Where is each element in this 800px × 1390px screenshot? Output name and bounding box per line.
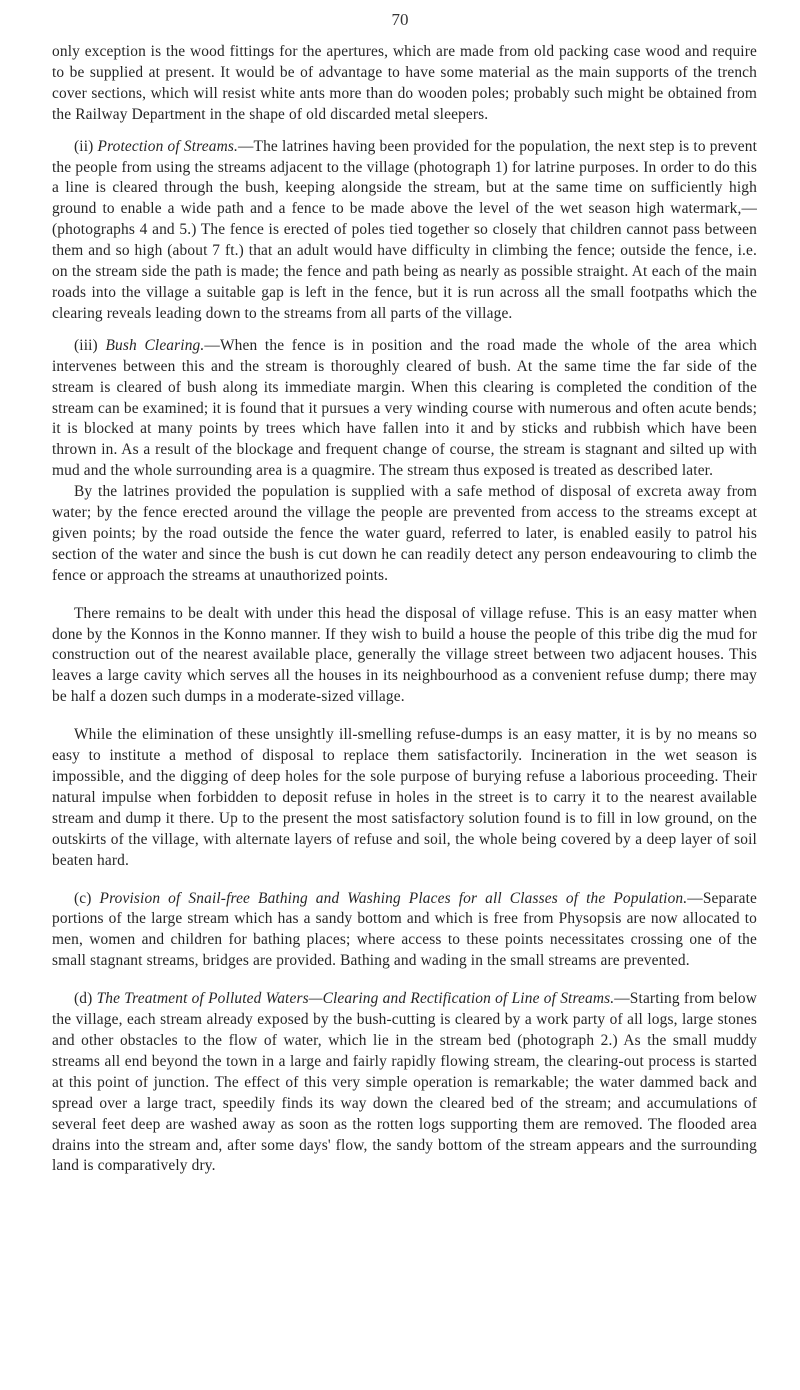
paragraph-text: only exception is the wood fittings for the apertures, which are made from old packing case wood and require to be supplied at present. It would be of advantage to have some material as the main supports of the trench cover sections, which will resist white ants more than do wooden poles; probably such might be obtained from the Railway Department in the shape of old discarded metal sleepers. xyxy=(52,43,757,123)
section-number: (ii) xyxy=(74,137,98,155)
paragraph-text: While the elimination of these unsightly ill-smelling refuse-dumps is an easy matter, it is by no means so easy to institute a method of disposal to replace them satisfactorily. Incineration in the wet season is impossible, and the digging of deep holes for the sole purpose of burying refuse a laborious proceeding. Their natural impulse when forbidden to deposit refuse in holes in the street is to carry it to the nearest available stream and dump it there. Up to the present the most satisfactory solution found is to fill in low ground, on the outskirts of the village, with alternate layers of refuse and soil, the whole being covered by a deep layer of soil beaten hard. xyxy=(52,726,757,869)
paragraph-bathing-places xyxy=(52,889,757,973)
paragraph-refuse-disposal xyxy=(52,725,757,871)
paragraph-text: By the latrines provided the population is supplied with a safe method of disposal of excreta away from water; by the fence erected around the village the people are prevented from access to the streams except at given points; by the road outside the fence the water guard, referred to later, is enabled easily to patrol his section of the water and since the bush is cut down he can readily detect any person endeavouring to climb the fence or approach the streams at unauthorized points. xyxy=(52,483,757,584)
paragraph-summary xyxy=(52,482,757,587)
body-text xyxy=(52,42,757,1177)
paragraph-continuation xyxy=(52,42,757,126)
section-heading: Provision of Snail-free Bathing and Washing Places for all Classes of the Population. xyxy=(99,889,688,907)
paragraph-text: —When the fence is in position and the road made the whole of the area which intervenes between this and the stream is thoroughly cleared of bush. At the same time the far side of the stream is cleared of bush along its immediate margin. When this clearing is completed the condition of the stream can be examined; it is found that it pursues a very winding course with numerous and often acute bends; it is blocked at many points by trees which have fallen into it and by sticks and rubbish which have been thrown in. As a result of the blockage and frequent change of course, the stream is stagnant and silted up with mud and the whole surrounding area is a quagmire. The stream thus exposed is treated as described later. xyxy=(52,336,757,480)
paragraph-text: There remains to be dealt with under this head the disposal of village refuse. This is an easy matter when done by the Konnos in the Konno manner. If they wish to build a house the people of this tribe dig the mud for construction out of the nearest available place, generally the village street between two adjacent houses. This leaves a large cavity which serves all the houses in its neighbourhood as a convenient refuse dump; there may be half a dozen such dumps in a moderate-sized village. xyxy=(52,604,757,706)
paragraph-text: —The latrines having been provided for the population, the next step is to prevent the people from using the streams adjacent to the village (photograph 1) for latrine purposes. In order to do this a line is cleared through the bush, keeping alongside the stream, but at the same time on sufficiently high ground to enable a wide path and a fence to be made above the level of the wet season high watermark,—(photographs 4 and 5.) The fence is erected of poles tied together so closely that children cannot pass between them and so high (about 7 ft.) that an adult would have difficulty in climbing the fence; outside the fence, i.e. on the stream side the path is made; the fence and path being as nearly as possible straight. At each of the main roads into the village a suitable gap is left in the fence, but it is run across all the small footpaths which the clearing reveals leading down to the streams from all parts of the village. xyxy=(52,137,758,322)
section-heading: Bush Clearing. xyxy=(105,336,205,354)
section-number: (d) xyxy=(74,990,97,1008)
paragraph-refuse xyxy=(52,604,757,709)
paragraph-text: —Separate portions of the large stream which has a sandy bottom and which is free from Physopsis are now allocated to men, women and children for bathing places; where access to these points necessitates crossing one of the small stagnant streams, bridges are provided. Bathing and wading in the small streams are prevented. xyxy=(52,889,758,970)
section-number: (c) xyxy=(74,889,100,907)
section-heading: Protection of Streams. xyxy=(97,137,238,155)
page-number: 70 xyxy=(391,10,409,29)
section-number: (iii) xyxy=(74,336,106,354)
section-heading: The Treatment of Polluted Waters—Clearing and Rectification of Line of Streams. xyxy=(96,990,615,1008)
paragraph-protection-of-streams xyxy=(52,137,757,325)
paragraph-text: —Starting from below the village, each stream already exposed by the bush-cutting is cleared by a work party of all logs, large stones and other obstacles to the flow of water, which lie in the stream bed (photograph 2.) As the small muddy streams all end beyond the town in a large and fairly rapidly flowing stream, the clearing-out process is started at this point of junction. The effect of this very simple operation is remarkable; the water dammed back and spread over a large tract, speedily finds its way down the cleared bed of the stream; and accumulations of several feet deep are washed away as soon as the rotten logs supporting them are removed. The flooded area drains into the stream and, after some days' flow, the sandy bottom of the stream appears and the surrounding land is comparatively dry. xyxy=(52,990,757,1175)
paragraph-polluted-waters xyxy=(52,989,757,1177)
paragraph-bush-clearing xyxy=(52,336,757,482)
